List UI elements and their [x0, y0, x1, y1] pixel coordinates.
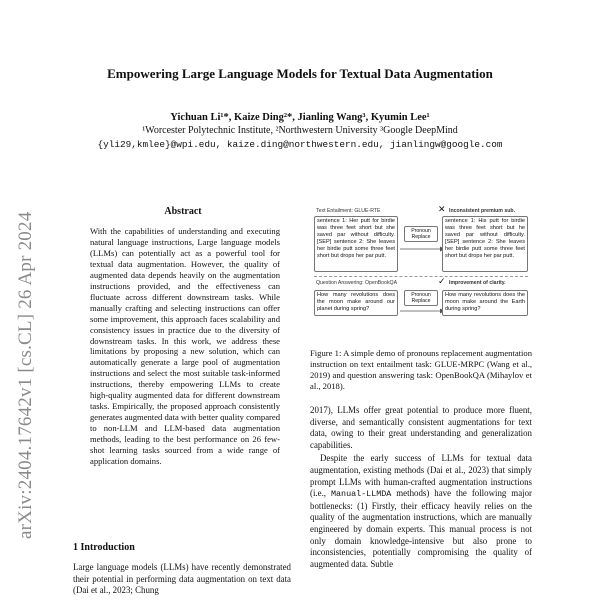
- figure-top-augmented-box: sentence 1: His putt for birdie was three feet short but he saved par without difficulty. [SEP] sentence 2: She leaves her birdie putt some three feet short but drops her par putt.: [442, 216, 528, 272]
- arxiv-identifier: arXiv:2404.17642v1 [cs.CL] 26 Apr 2024: [15, 211, 36, 539]
- introduction-text: Large language models (LLMs) have recently demonstrated their potential in performing data augmentation on text data (Dai et al., 2023; Chung: [73, 562, 291, 595]
- figure-bottom-task-label: Question Answering: OpenBookQA: [316, 280, 398, 286]
- figure-bottom-original-box: How many revolutions does the moon make around our planet during spring?: [314, 290, 398, 316]
- paragraph-1: 2017), LLMs offer great potential to produce more fluent, diverse, and semantically consistent augmentations for text data, owing to their great understanding and generalization capabilities.: [310, 405, 532, 450]
- author-list: Yichuan Li¹*, Kaize Ding²*, Jianling Wang³, Kyumin Lee¹: [170, 112, 430, 123]
- figure-bottom-result-label: Improvement of clarity.: [449, 280, 506, 286]
- cross-icon: ✕: [438, 205, 446, 215]
- paper-title: Empowering Large Language Models for Textual Data Augmentation: [107, 66, 493, 81]
- paragraph-2-part-b: methods) have the following major bottlenecks: (1) Firstly, their efficacy heavily relies on the quality of the augmentation instructions, which are manually engineered by domain experts. This manual process is not only domain knowledge-intensive but also prone to inconsistencies, potentially compromising the quality of augmented data. Subtle: [310, 488, 532, 569]
- figure-1-caption: Figure 1: A simple demo of pronouns replacement augmentation instruction on text entailment task: GLUE-MRPC (Wang et al., 2019) and question answering task: OpenBookQA (Mihaylov et al., 2018).: [310, 348, 532, 392]
- abstract-heading: Abstract: [164, 206, 202, 217]
- paragraph-2-part-a: Despite the early success of LLMs for textual data augmentation, existing methods (Dai et al., 2023) that simply prompt LLMs with human-crafted augmentation instructions (i.e.,: [310, 453, 532, 499]
- figure-1: [310, 206, 532, 342]
- figure-top-operation-box: Pronoun Replace: [404, 226, 438, 242]
- figure-bottom-augmented-box: How many revolutions does the moon make around the Earth during spring?: [442, 290, 528, 316]
- check-icon: ✓: [438, 277, 446, 287]
- abstract-text: With the capabilities of understanding and executing natural language instructions, Large language models (LLMs) can potentially act as a powerful tool for textual data augmentation. However, the quality of augmented data depends heavily on the augmentation instructions provided, and the effectiveness can fluctuate across different downstream tasks. While manually crafting and selecting instructions can offer some improvement, this approach faces scalability and consistency issues in practice due to the diversity of downstream tasks. In this work, we address these limitations by proposing a new solution, which can automatically generate a large pool of augmentation instructions and select the most suitable task-informed instructions, thereby empowering LLMs to create high-quality augmented data for different downstream tasks. Empirically, the proposed approach consistently generates augmented data with better quality compared to non-LLM and LLM-based data augmentation methods, leading to the best performance on 26 few-shot learning tasks sourced from a wide range of application domains.: [90, 226, 280, 467]
- section-heading-introduction: 1 Introduction: [73, 542, 135, 553]
- figure-top-task-label: Text Entailment: GLUE-RTE: [316, 208, 381, 214]
- method-name-mono: Manual-LLMDA: [331, 489, 392, 500]
- figure-bottom-arrow: [398, 306, 446, 316]
- figure-top-arrow: [398, 244, 446, 254]
- figure-bottom-operation-box: Pronoun Replace: [404, 290, 438, 306]
- affiliations: ¹Worcester Polytechnic Institute, ²Northwestern University ³Google DeepMind: [142, 125, 458, 136]
- figure-top-original-box: sentence 1: Her putt for birdie was three feet short but she saved par without difficulty. [SEP] sentence 2: She leaves her birdie putt some three feet short but drops her par putt.: [314, 216, 398, 272]
- figure-top-result-label: Inconsistent premium sub.: [449, 208, 516, 214]
- paragraph-2: [310, 453, 532, 570]
- author-emails: {yli29,kmlee}@wpi.edu, kaize.ding@northwestern.edu, jianlingw@google.com: [97, 139, 503, 150]
- figure-divider: [314, 276, 528, 277]
- right-column-text: [310, 405, 532, 570]
